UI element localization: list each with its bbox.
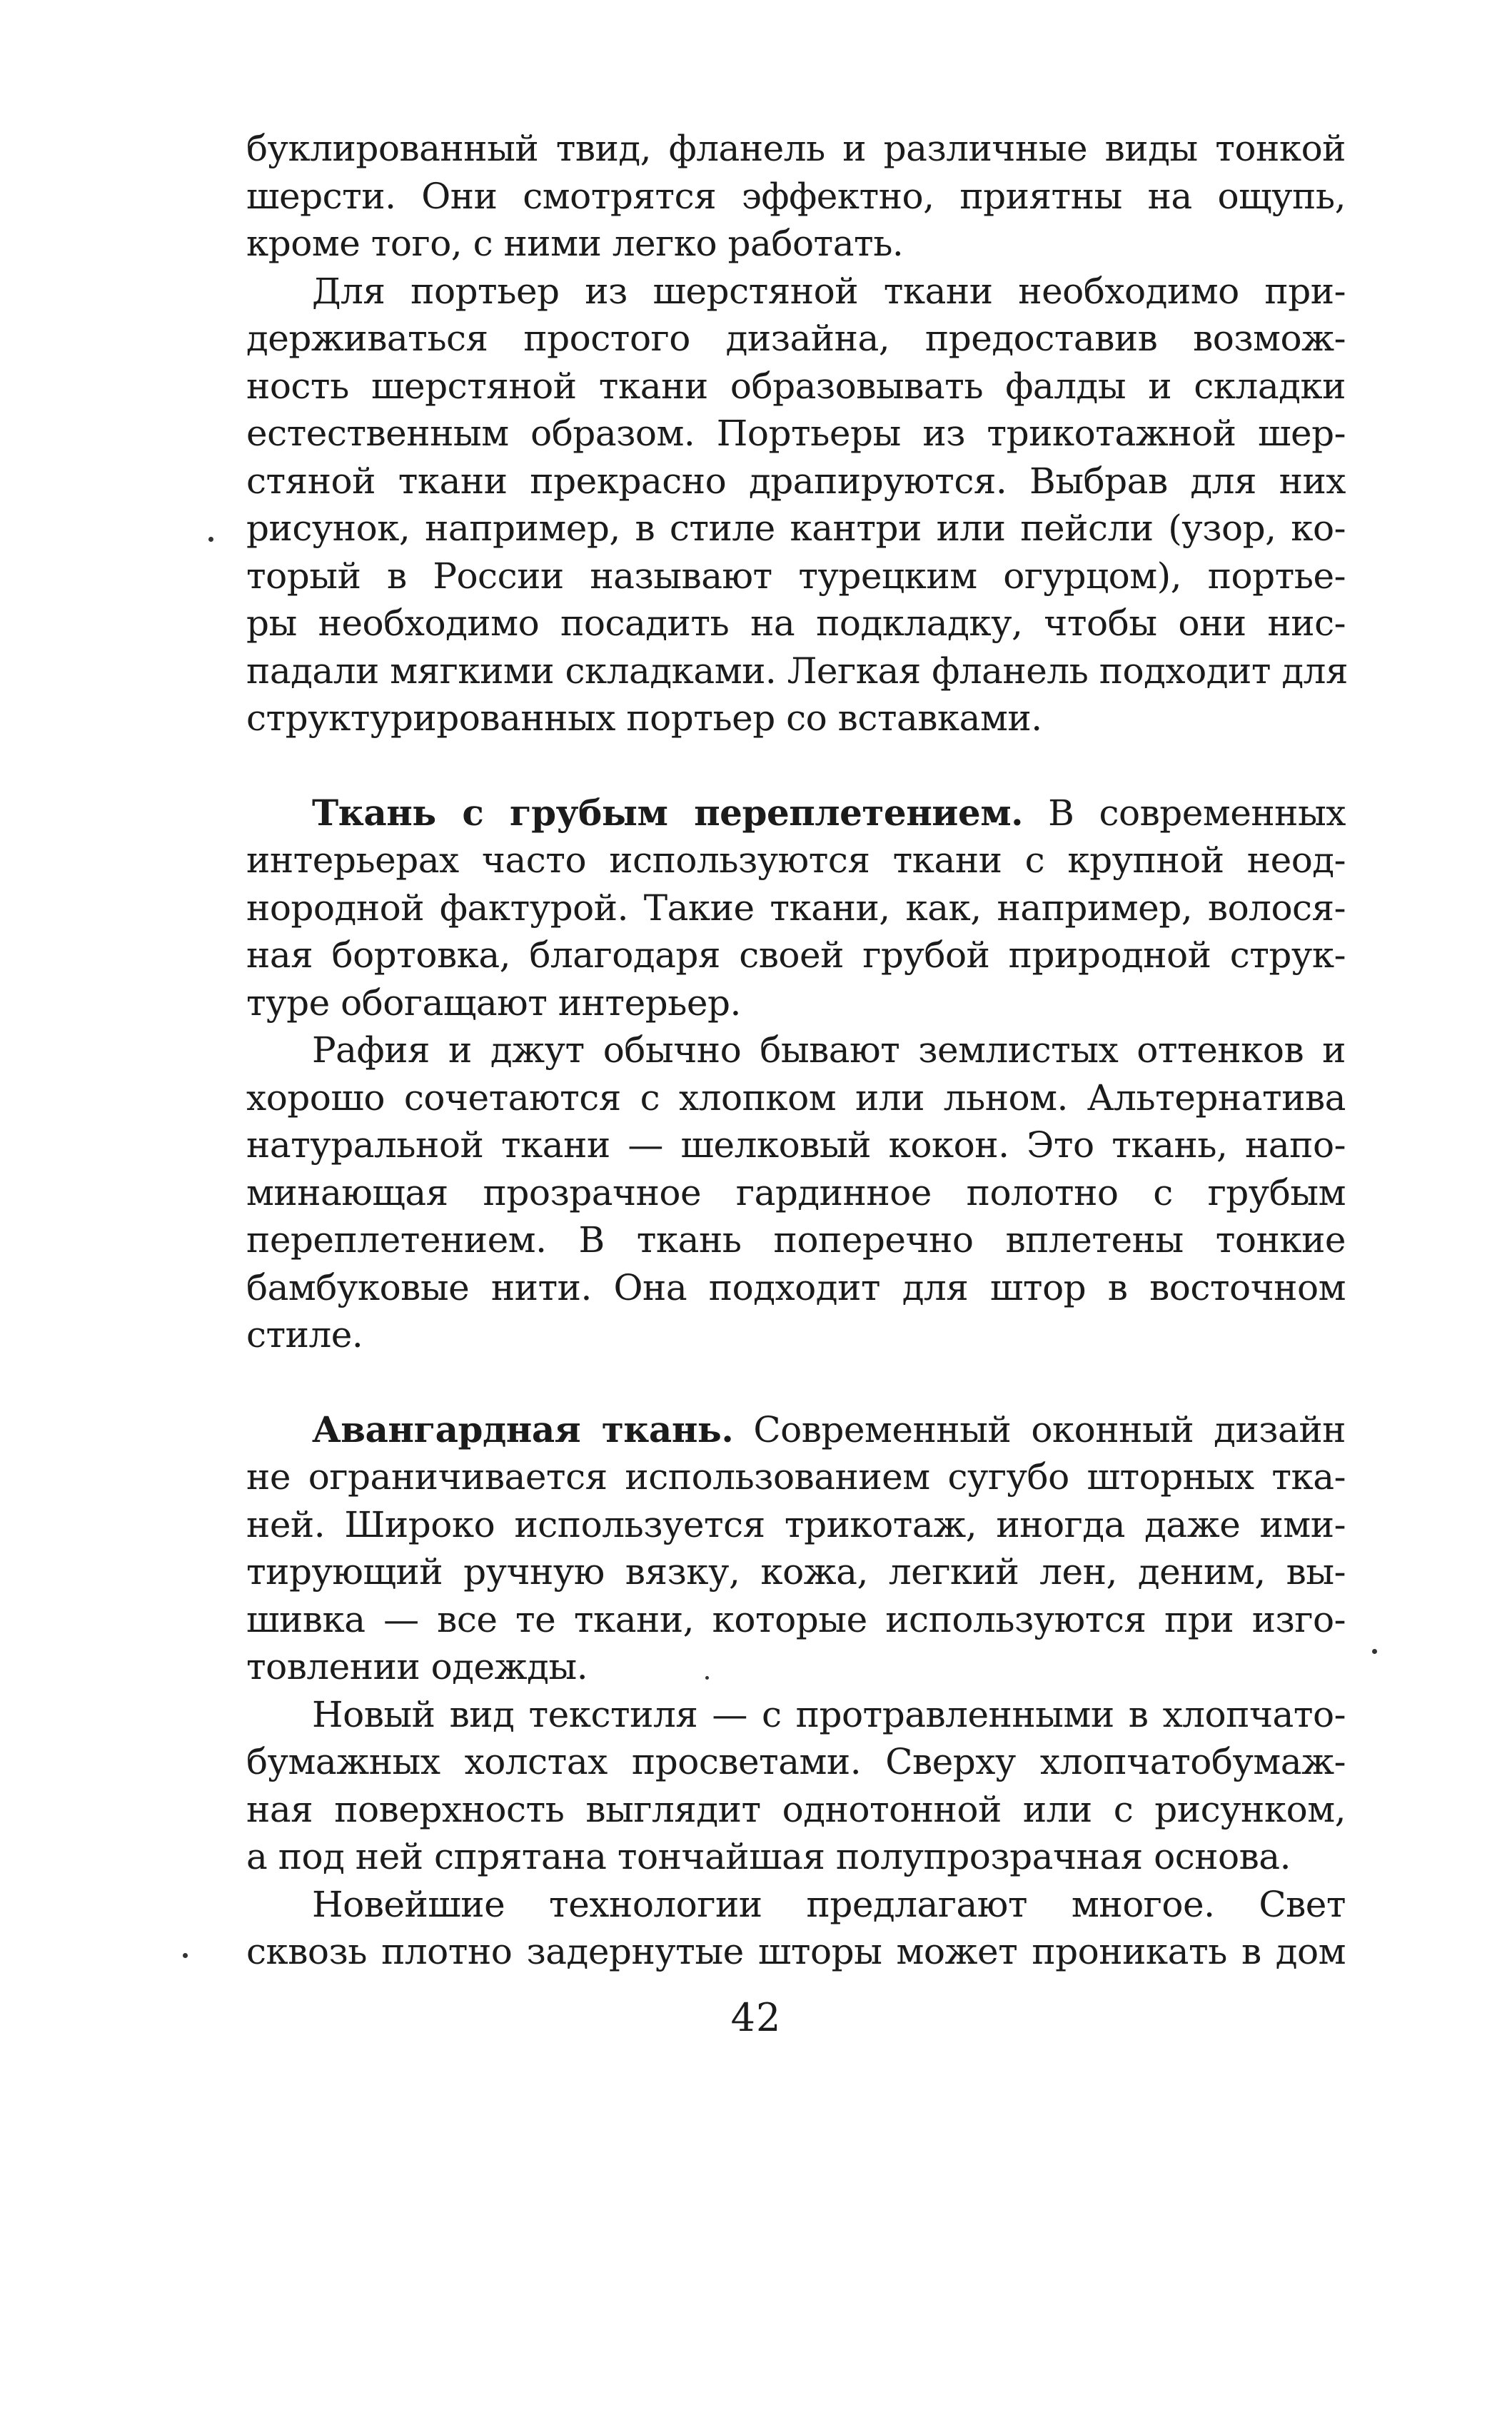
paragraph [246,125,1346,268]
text-line: Рафия и джут обычно бывают землистых оттенков и [312,1029,1346,1071]
text-line: естественным образом. Портьеры из трикотажной шер- [246,413,1346,454]
text-line: Новейшие технологии предлагают многое. Свет [312,1883,1346,1925]
scan-speck [1372,1649,1377,1654]
text-line: товлении одежды. [246,1646,588,1687]
scan-speck [705,1676,709,1680]
section-gap [246,1359,1346,1406]
text-line: ная поверхность выглядит однотонной или с рисунком, [246,1788,1346,1830]
text-line [246,1406,1346,1454]
text-line [246,789,1346,837]
paragraph [246,268,1346,742]
text-line: натуральной ткани — шелковый кокон. Это ткань, напо- [246,1124,1346,1166]
text-line: структурированных портьер со вставками. [246,697,1042,739]
section-heading: Ткань с грубым переплетением. [312,791,1024,834]
text-line: кроме того, с ними легко работать. [246,223,904,264]
text-line: переплетением. В ткань поперечно вплетены тонкие [246,1219,1346,1261]
text-line: торый в России называют турецким огурцом), портье- [246,555,1346,597]
paragraph [246,1026,1346,1359]
heading-continuation: Современный оконный дизайн [733,1408,1346,1450]
text-line: бумажных холстах просветами. Сверху хлопчатобумаж- [246,1741,1346,1782]
text-line: нородной фактурой. Такие ткани, как, например, волося- [246,887,1346,929]
page-body [246,125,1346,1976]
text-line: шивка — все те ткани, которые используются при изго- [246,1598,1346,1640]
section-gap [246,742,1346,789]
text-line: держиваться простого дизайна, предоставив возмож- [246,318,1346,359]
text-line: ная бортовка, благодаря своей грубой природной струк- [246,934,1346,976]
text-line: хорошо сочетаются с хлопком или льном. Альтернатива [246,1076,1346,1119]
text-line: туре обогащают интерьер. [246,982,741,1024]
text-line: ность шерстяной ткани образовывать фалды и складки [246,365,1346,407]
text-line: падали мягкими складками. Легкая фланель подходит для [246,650,1348,692]
text-line: ры необходимо посадить на подкладку, чтобы они нис- [246,602,1346,644]
paragraph [246,1691,1346,1881]
paragraph [246,789,1346,1027]
text-line: Для портьер из шерстяной ткани необходимо при- [312,270,1346,312]
text-line: ней. Широко используется трикотаж, иногда даже ими- [246,1503,1346,1545]
scan-speck [183,1953,188,1958]
scan-speck [208,537,213,542]
text-line: Новый вид текстиля — с протравленными в хлопчато- [312,1693,1346,1735]
text-line: тирующий ручную вязку, кожа, легкий лен, деним, вы- [246,1551,1346,1593]
text-line: минающая прозрачное гардинное полотно с грубым [246,1171,1346,1214]
text-line: не ограничивается использованием сугубо шторных тка- [246,1456,1346,1498]
paragraph [246,1406,1346,1691]
page-number: 42 [730,1995,782,2040]
section-heading: Авангардная ткань. [312,1408,734,1450]
text-line: буклированный твид, фланель и различные виды тонкой [246,128,1346,169]
heading-continuation: В современных [1023,792,1346,834]
paragraph [246,1881,1346,1976]
text-line: стиле. [246,1314,363,1356]
text-line: а под ней спрятана тончайшая полупрозрачная основа. [246,1836,1291,1877]
text-line: рисунок, например, в стиле кантри или пейсли (узор, ко- [246,508,1346,549]
text-line: сквозь плотно задернутые шторы может проникать в дом [246,1931,1346,1972]
text-line: шерсти. Они смотрятся эффектно, приятны на ощупь, [246,175,1346,217]
text-line: стяной ткани прекрасно драпируются. Выбрав для них [246,460,1346,502]
text-line: бамбуковые нити. Она подходит для штор в восточном [246,1266,1346,1308]
text-line: интерьерах часто используются ткани с крупной неод- [246,839,1346,881]
